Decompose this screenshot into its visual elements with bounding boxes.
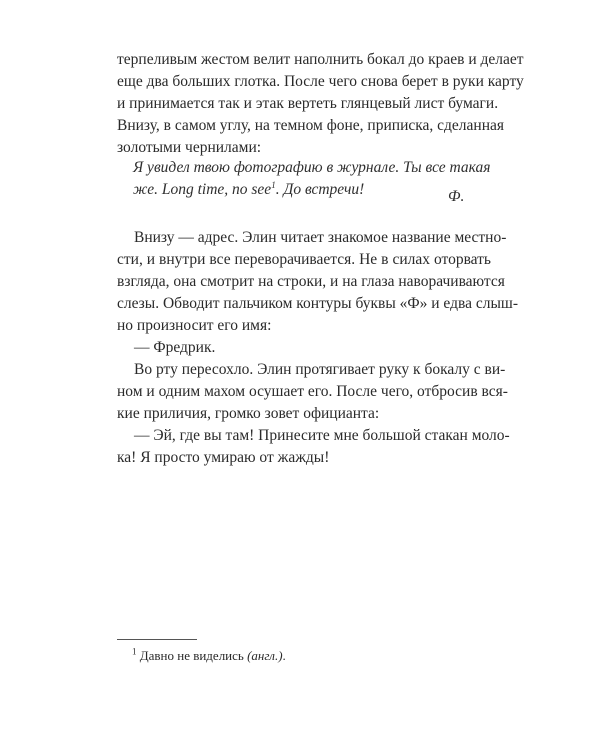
dialogue-call-waiter (117, 425, 510, 469)
quote-line-2-prefix: же. Long time, no see (133, 181, 272, 198)
footnote-end: . (282, 648, 286, 663)
paragraph-2 (117, 227, 518, 337)
paragraph-2-line-1: Внизу — адрес. Элин читает знакомое название местно- (134, 229, 507, 246)
footnote (132, 648, 286, 664)
paragraph-2-line-4: слезы. Обводит пальчиком контуры буквы «Ф» и едва слыш- (117, 295, 518, 312)
intro-paragraph (117, 49, 524, 159)
intro-line-4: Внизу, в самом углу, на темном фоне, приписка, сделанная (117, 117, 505, 134)
paragraph-3-line-2: ном и одним махом осушает его. После чего, отбросив вся- (117, 383, 508, 400)
intro-line-2: еще два больших глотка. После чего снова берет в руки карту (117, 73, 524, 90)
quote-line-1: Я увидел твою фотографию в журнале. Ты все такая (133, 159, 491, 176)
paragraph-3-line-3: кие приличия, громко зовет официанта: (117, 405, 380, 422)
quote-line-2-suffix: . До встречи! (275, 181, 365, 198)
dialogue-2-line-2: ка! Я просто умираю от жажды! (117, 449, 330, 466)
footnote-rule (117, 639, 197, 640)
quote-footnote-marker: 1 (271, 179, 276, 190)
dialogue-1-line: — Фредрик. (134, 339, 216, 356)
paragraph-2-line-2: сти, и внутри все переворачивается. Не в силах оторвать (117, 251, 491, 268)
footnote-marker: 1 (132, 646, 137, 657)
paragraph-2-line-5: но произносит его имя: (117, 317, 272, 334)
dialogue-2-line-1: — Эй, где вы там! Принесите мне большой стакан моло- (134, 427, 510, 444)
intro-line-1: терпеливым жестом велит наполнить бокал до краев и делает (117, 51, 524, 68)
intro-line-5: золотыми чернилами: (117, 139, 262, 156)
paragraph-2-line-3: взгляда, она смотрит на строки, и на глаза наворачиваются (117, 273, 505, 290)
quote-line-2 (133, 179, 468, 201)
dialogue-fredrik (117, 337, 491, 359)
intro-line-3: и принимается так и этак вертеть глянцевый лист бумаги. (117, 95, 499, 112)
quoted-inscription (133, 157, 491, 201)
footnote-source: (англ.) (247, 648, 283, 663)
paragraph-3 (117, 359, 508, 425)
paragraph-3-line-1: Во рту пересохло. Элин протягивает руку к бокалу с ви- (134, 361, 506, 378)
quote-signature: Ф. (448, 188, 465, 205)
footnote-text: Давно не виделись (139, 648, 244, 663)
